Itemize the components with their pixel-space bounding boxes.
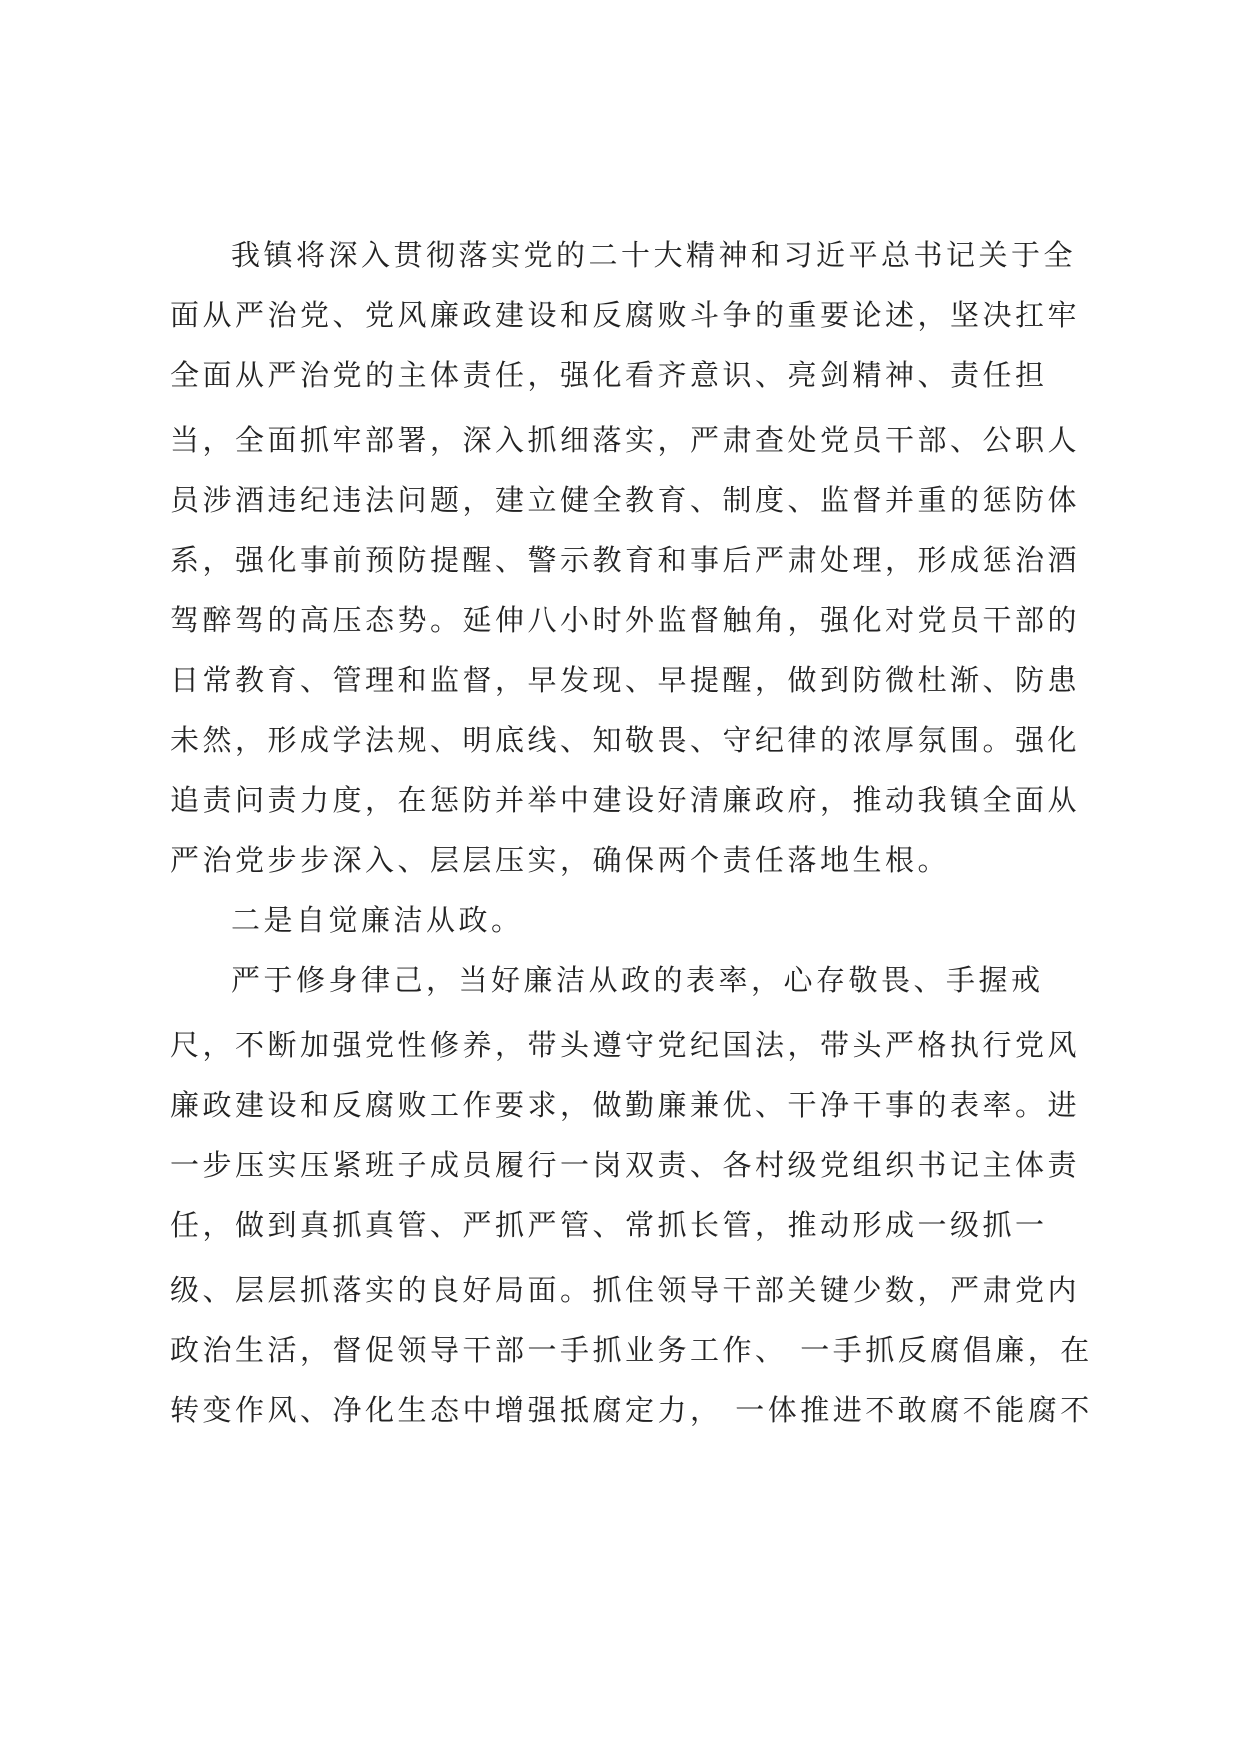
paragraph-2-line-1: 严于修身律己，当好廉洁从政的表率，心存敬畏、手握戒	[231, 963, 1044, 997]
paragraph-1-line-6: 系，强化事前预防提醒、警示教育和事后严肃处理，形成惩治酒	[170, 543, 1081, 577]
paragraph-2-line-4: 一步压实压紧班子成员履行一岗双责、各村级党组织书记主体责	[170, 1148, 1081, 1182]
section-heading: 二是自觉廉洁从政。	[231, 903, 524, 937]
paragraph-1-line-11: 严治党步步深入、层层压实，确保两个责任落地生根。	[170, 843, 951, 877]
paragraph-1-line-1: 我镇将深入贯彻落实党的二十大精神和习近平总书记关于全	[231, 238, 1077, 272]
paragraph-2-line-2: 尺，不断加强党性修养，带头遵守党纪国法，带头严格执行党风	[170, 1028, 1081, 1062]
paragraph-2-line-7: 政治生活，督促领导干部一手抓业务工作、 一手抓反腐倡廉，在	[170, 1333, 1093, 1367]
paragraph-2-line-6: 级、层层抓落实的良好局面。抓住领导干部关键少数，严肃党内	[170, 1273, 1081, 1307]
paragraph-1-line-3: 全面从严治党的主体责任，强化看齐意识、亮剑精神、责任担	[170, 358, 1048, 392]
paragraph-2-line-8: 转变作风、净化生态中增强抵腐定力， 一体推进不敢腐不能腐不	[170, 1393, 1093, 1427]
paragraph-1-line-5: 员涉酒违纪违法问题，建立健全教育、制度、监督并重的惩防体	[170, 483, 1081, 517]
paragraph-1-line-2: 面从严治党、党风廉政建设和反腐败斗争的重要论述，坚决扛牢	[170, 298, 1081, 332]
paragraph-2-line-5: 任，做到真抓真管、严抓严管、常抓长管，推动形成一级抓一	[170, 1208, 1048, 1242]
paragraph-2-line-3: 廉政建设和反腐败工作要求，做勤廉兼优、干净干事的表率。进	[170, 1088, 1081, 1122]
paragraph-1-line-9: 未然，形成学法规、明底线、知敬畏、守纪律的浓厚氛围。强化	[170, 723, 1081, 757]
paragraph-1-line-7: 驾醉驾的高压态势。延伸八小时外监督触角，强化对党员干部的	[170, 603, 1081, 637]
paragraph-1-line-10: 追责问责力度，在惩防并举中建设好清廉政府，推动我镇全面从	[170, 783, 1081, 817]
paragraph-1-line-8: 日常教育、管理和监督，早发现、早提醒，做到防微杜渐、防患	[170, 663, 1081, 697]
paragraph-1-line-4: 当，全面抓牢部署，深入抓细落实，严肃查处党员干部、公职人	[170, 423, 1081, 457]
